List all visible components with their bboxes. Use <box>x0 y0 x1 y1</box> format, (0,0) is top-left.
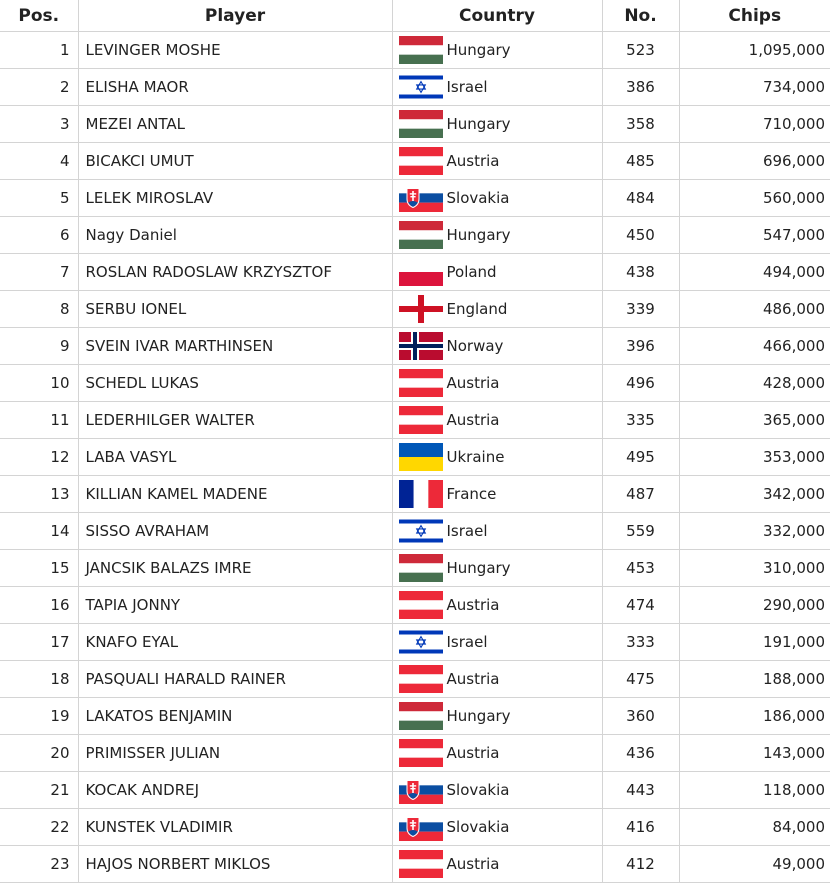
cell-pos: 18 <box>0 661 78 698</box>
cell-chips: 365,000 <box>679 402 830 439</box>
cell-player: ROSLAN RADOSLAW KRZYSZTOF <box>78 254 392 291</box>
table-row <box>0 180 830 217</box>
cell-player: LEVINGER MOSHE <box>78 32 392 69</box>
cell-country <box>392 106 602 143</box>
cell-player: KOCAK ANDREJ <box>78 772 392 809</box>
table-row <box>0 69 830 106</box>
cell-no: 496 <box>602 365 679 402</box>
cell-chips: 734,000 <box>679 69 830 106</box>
cell-country <box>392 180 602 217</box>
austria-flag-icon <box>399 739 443 767</box>
cell-no: 559 <box>602 513 679 550</box>
cell-pos: 12 <box>0 439 78 476</box>
slovakia-flag-icon <box>399 813 443 841</box>
cell-chips: 143,000 <box>679 735 830 772</box>
cell-player: LEDERHILGER WALTER <box>78 402 392 439</box>
table-row <box>0 809 830 846</box>
cell-pos: 6 <box>0 217 78 254</box>
france-flag-icon <box>399 480 443 508</box>
cell-no: 485 <box>602 143 679 180</box>
cell-country <box>392 772 602 809</box>
cell-country <box>392 32 602 69</box>
header-no: No. <box>602 0 679 32</box>
cell-chips: 342,000 <box>679 476 830 513</box>
table-row <box>0 587 830 624</box>
cell-pos: 10 <box>0 365 78 402</box>
cell-player: MEZEI ANTAL <box>78 106 392 143</box>
header-pos: Pos. <box>0 0 78 32</box>
cell-country <box>392 143 602 180</box>
cell-pos: 11 <box>0 402 78 439</box>
cell-no: 495 <box>602 439 679 476</box>
cell-chips: 486,000 <box>679 291 830 328</box>
cell-country <box>392 846 602 883</box>
country-name: Hungary <box>446 559 511 577</box>
hungary-flag-icon <box>399 36 443 64</box>
table-body <box>0 32 830 883</box>
cell-player: SERBU IONEL <box>78 291 392 328</box>
cell-pos: 1 <box>0 32 78 69</box>
country-name: Austria <box>446 670 500 688</box>
table-row <box>0 328 830 365</box>
cell-player: TAPIA JONNY <box>78 587 392 624</box>
israel-flag-icon <box>399 73 443 101</box>
cell-player: LELEK MIROSLAV <box>78 180 392 217</box>
cell-country <box>392 587 602 624</box>
cell-pos: 23 <box>0 846 78 883</box>
hungary-flag-icon <box>399 221 443 249</box>
cell-country <box>392 328 602 365</box>
cell-player: JANCSIK BALAZS IMRE <box>78 550 392 587</box>
country-name: Austria <box>446 411 500 429</box>
table-row <box>0 106 830 143</box>
cell-pos: 15 <box>0 550 78 587</box>
cell-no: 396 <box>602 328 679 365</box>
table-row <box>0 402 830 439</box>
cell-no: 443 <box>602 772 679 809</box>
cell-player: LABA VASYL <box>78 439 392 476</box>
hungary-flag-icon <box>399 702 443 730</box>
cell-no: 335 <box>602 402 679 439</box>
cell-player: HAJOS NORBERT MIKLOS <box>78 846 392 883</box>
table-row <box>0 439 830 476</box>
cell-country <box>392 624 602 661</box>
table-row <box>0 254 830 291</box>
cell-no: 358 <box>602 106 679 143</box>
cell-player: PRIMISSER JULIAN <box>78 735 392 772</box>
cell-no: 436 <box>602 735 679 772</box>
table-row <box>0 735 830 772</box>
cell-no: 360 <box>602 698 679 735</box>
cell-no: 453 <box>602 550 679 587</box>
cell-country <box>392 661 602 698</box>
cell-pos: 16 <box>0 587 78 624</box>
cell-pos: 17 <box>0 624 78 661</box>
cell-chips: 332,000 <box>679 513 830 550</box>
table-row <box>0 661 830 698</box>
cell-country <box>392 217 602 254</box>
cell-player: KILLIAN KAMEL MADENE <box>78 476 392 513</box>
cell-country <box>392 69 602 106</box>
cell-player: PASQUALI HARALD RAINER <box>78 661 392 698</box>
country-name: Israel <box>446 522 488 540</box>
cell-player: SCHEDL LUKAS <box>78 365 392 402</box>
cell-no: 475 <box>602 661 679 698</box>
cell-chips: 118,000 <box>679 772 830 809</box>
table-row <box>0 550 830 587</box>
norway-flag-icon <box>399 332 443 360</box>
country-name: Austria <box>446 744 500 762</box>
cell-chips: 186,000 <box>679 698 830 735</box>
cell-country <box>392 809 602 846</box>
cell-chips: 290,000 <box>679 587 830 624</box>
table-row <box>0 772 830 809</box>
cell-no: 474 <box>602 587 679 624</box>
header-row <box>0 0 830 32</box>
cell-country <box>392 439 602 476</box>
table-row <box>0 365 830 402</box>
country-name: Hungary <box>446 226 511 244</box>
cell-pos: 2 <box>0 69 78 106</box>
cell-chips: 191,000 <box>679 624 830 661</box>
cell-player: LAKATOS BENJAMIN <box>78 698 392 735</box>
cell-no: 487 <box>602 476 679 513</box>
cell-pos: 7 <box>0 254 78 291</box>
cell-player: SVEIN IVAR MARTHINSEN <box>78 328 392 365</box>
cell-chips: 494,000 <box>679 254 830 291</box>
cell-chips: 466,000 <box>679 328 830 365</box>
cell-pos: 21 <box>0 772 78 809</box>
cell-chips: 547,000 <box>679 217 830 254</box>
cell-pos: 14 <box>0 513 78 550</box>
cell-chips: 310,000 <box>679 550 830 587</box>
cell-pos: 13 <box>0 476 78 513</box>
cell-chips: 49,000 <box>679 846 830 883</box>
country-name: Austria <box>446 374 500 392</box>
country-name: Hungary <box>446 707 511 725</box>
cell-chips: 353,000 <box>679 439 830 476</box>
israel-flag-icon <box>399 517 443 545</box>
israel-flag-icon <box>399 628 443 656</box>
cell-player: BICAKCI UMUT <box>78 143 392 180</box>
cell-country <box>392 365 602 402</box>
country-name: Slovakia <box>446 189 510 207</box>
cell-no: 523 <box>602 32 679 69</box>
cell-chips: 188,000 <box>679 661 830 698</box>
country-name: Hungary <box>446 115 511 133</box>
country-name: Austria <box>446 855 500 873</box>
ukraine-flag-icon <box>399 443 443 471</box>
cell-no: 333 <box>602 624 679 661</box>
cell-no: 386 <box>602 69 679 106</box>
cell-player: ELISHA MAOR <box>78 69 392 106</box>
hungary-flag-icon <box>399 554 443 582</box>
country-name: Slovakia <box>446 781 510 799</box>
cell-chips: 710,000 <box>679 106 830 143</box>
cell-chips: 84,000 <box>679 809 830 846</box>
cell-no: 484 <box>602 180 679 217</box>
cell-country <box>392 476 602 513</box>
country-name: Israel <box>446 633 488 651</box>
austria-flag-icon <box>399 850 443 878</box>
cell-country <box>392 735 602 772</box>
country-name: Hungary <box>446 41 511 59</box>
cell-pos: 8 <box>0 291 78 328</box>
cell-pos: 4 <box>0 143 78 180</box>
cell-no: 339 <box>602 291 679 328</box>
country-name: Poland <box>446 263 497 281</box>
austria-flag-icon <box>399 591 443 619</box>
cell-country <box>392 513 602 550</box>
country-name: Slovakia <box>446 818 510 836</box>
cell-country <box>392 254 602 291</box>
cell-chips: 696,000 <box>679 143 830 180</box>
cell-pos: 20 <box>0 735 78 772</box>
table-row <box>0 143 830 180</box>
england-flag-icon <box>399 295 443 323</box>
country-name: Ukraine <box>446 448 505 466</box>
country-name: France <box>446 485 497 503</box>
cell-country <box>392 698 602 735</box>
cell-pos: 3 <box>0 106 78 143</box>
table-row <box>0 32 830 69</box>
slovakia-flag-icon <box>399 776 443 804</box>
table-header <box>0 0 830 32</box>
austria-flag-icon <box>399 147 443 175</box>
cell-no: 412 <box>602 846 679 883</box>
cell-pos: 22 <box>0 809 78 846</box>
poland-flag-icon <box>399 258 443 286</box>
country-name: Israel <box>446 78 488 96</box>
cell-chips: 560,000 <box>679 180 830 217</box>
cell-no: 438 <box>602 254 679 291</box>
cell-chips: 1,095,000 <box>679 32 830 69</box>
country-name: England <box>446 300 508 318</box>
header-player: Player <box>78 0 392 32</box>
header-country: Country <box>392 0 602 32</box>
table-row <box>0 217 830 254</box>
country-name: Austria <box>446 596 500 614</box>
table-row <box>0 698 830 735</box>
hungary-flag-icon <box>399 110 443 138</box>
cell-player: KNAFO EYAL <box>78 624 392 661</box>
cell-country <box>392 402 602 439</box>
cell-country <box>392 550 602 587</box>
cell-player: Nagy Daniel <box>78 217 392 254</box>
country-name: Norway <box>446 337 504 355</box>
cell-no: 450 <box>602 217 679 254</box>
austria-flag-icon <box>399 406 443 434</box>
header-chips: Chips <box>679 0 830 32</box>
slovakia-flag-icon <box>399 184 443 212</box>
table-row <box>0 513 830 550</box>
table-row <box>0 476 830 513</box>
cell-chips: 428,000 <box>679 365 830 402</box>
table-row <box>0 291 830 328</box>
country-name: Austria <box>446 152 500 170</box>
austria-flag-icon <box>399 665 443 693</box>
cell-pos: 19 <box>0 698 78 735</box>
austria-flag-icon <box>399 369 443 397</box>
cell-player: KUNSTEK VLADIMIR <box>78 809 392 846</box>
table-row <box>0 846 830 883</box>
cell-pos: 9 <box>0 328 78 365</box>
table-row <box>0 624 830 661</box>
cell-country <box>392 291 602 328</box>
cell-pos: 5 <box>0 180 78 217</box>
cell-player: SISSO AVRAHAM <box>78 513 392 550</box>
cell-no: 416 <box>602 809 679 846</box>
